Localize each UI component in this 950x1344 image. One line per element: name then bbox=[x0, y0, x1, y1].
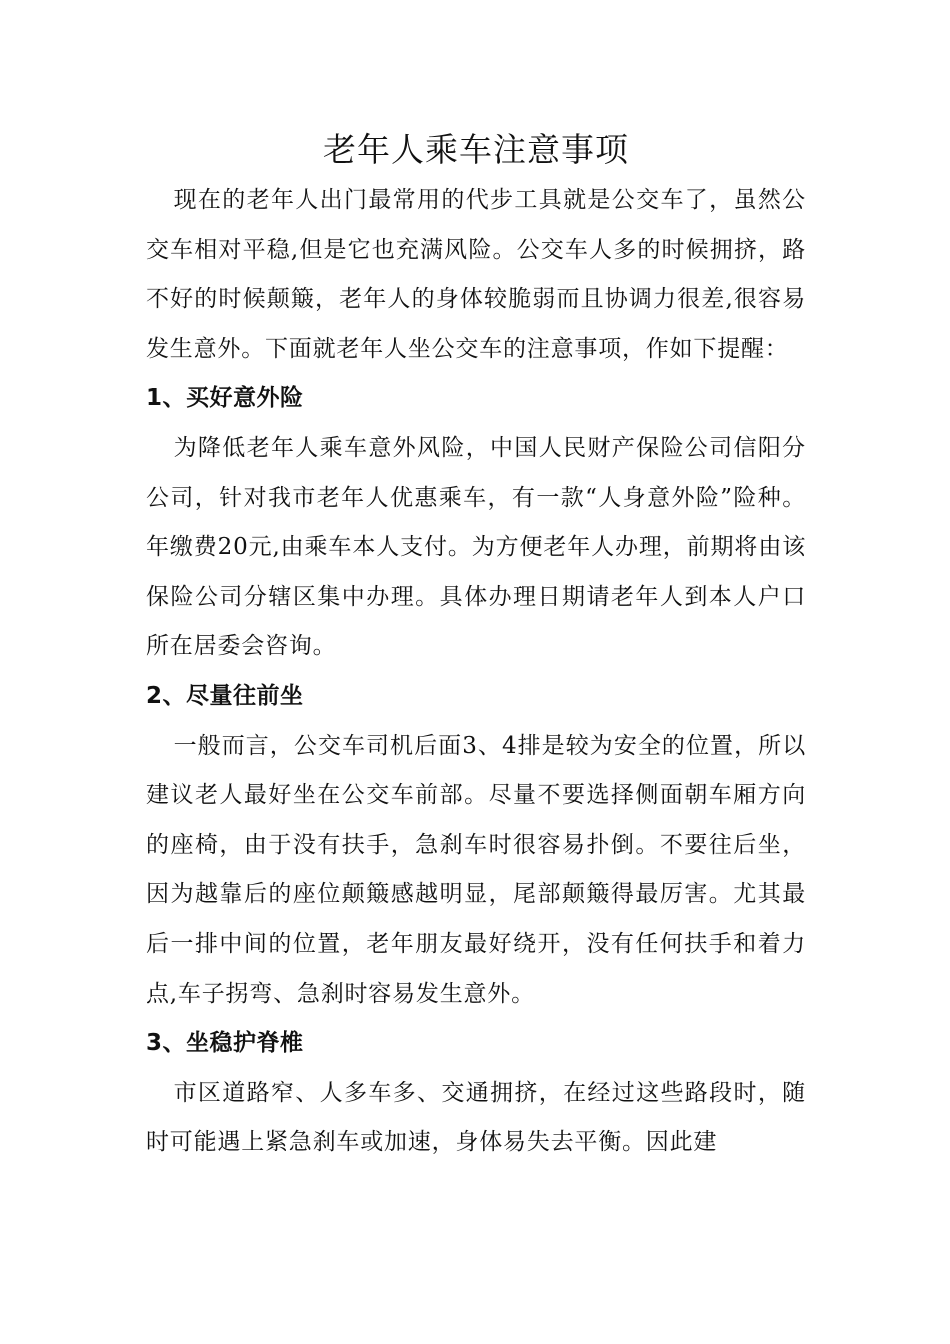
document-title: 老年人乘车注意事项 bbox=[323, 130, 629, 169]
section-body-sit-front: 一般而言，公交车司机后面3、4排是较为安全的位置，所以建议老人最好坐在公交车前部。尽量不要选择侧面朝车厢方向的座椅，由于没有扶手，急刹车时很容易扑倒。不要往后坐，因为越靠后的座位颠簸感越明显，尾部颠簸得最厉害。尤其最后一排中间的位置，老年朋友最好绕开，没有任何扶手和着力点,车子拐弯、急刹时容易发生意外。 bbox=[146, 732, 806, 1007]
document-content bbox=[146, 124, 806, 1168]
section-body-protect-spine: 市区道路窄、人多车多、交通拥挤，在经过这些路段时，随时可能遇上紧急刹车或加速，身体易失去平衡。因此建 bbox=[146, 1079, 806, 1156]
section-body-insurance: 为降低老年人乘车意外风险，中国人民财产保险公司信阳分公司，针对我市老年人优惠乘车，有一款“人身意外险”险种。年缴费20元,由乘车本人支付。为方便老年人办理，前期将由该保险公司分辖区集中办理。具体办理日期请老年人到本人户口所在居委会咨询。 bbox=[146, 434, 806, 660]
section-heading-sit-front: 2、尽量往前坐 bbox=[146, 682, 304, 709]
section-heading-protect-spine: 3、坐稳护脊椎 bbox=[146, 1030, 304, 1057]
section-heading-insurance: 1、买好意外险 bbox=[146, 385, 304, 412]
intro-paragraph: 现在的老年人出门最常用的代步工具就是公交车了，虽然公交车相对平稳,但是它也充满风险。公交车人多的时候拥挤，路不好的时候颠簸，老年人的身体较脆弱而且协调力很差,很容易发生意外。下面就老年人坐公交车的注意事项，作如下提醒： bbox=[146, 187, 806, 362]
